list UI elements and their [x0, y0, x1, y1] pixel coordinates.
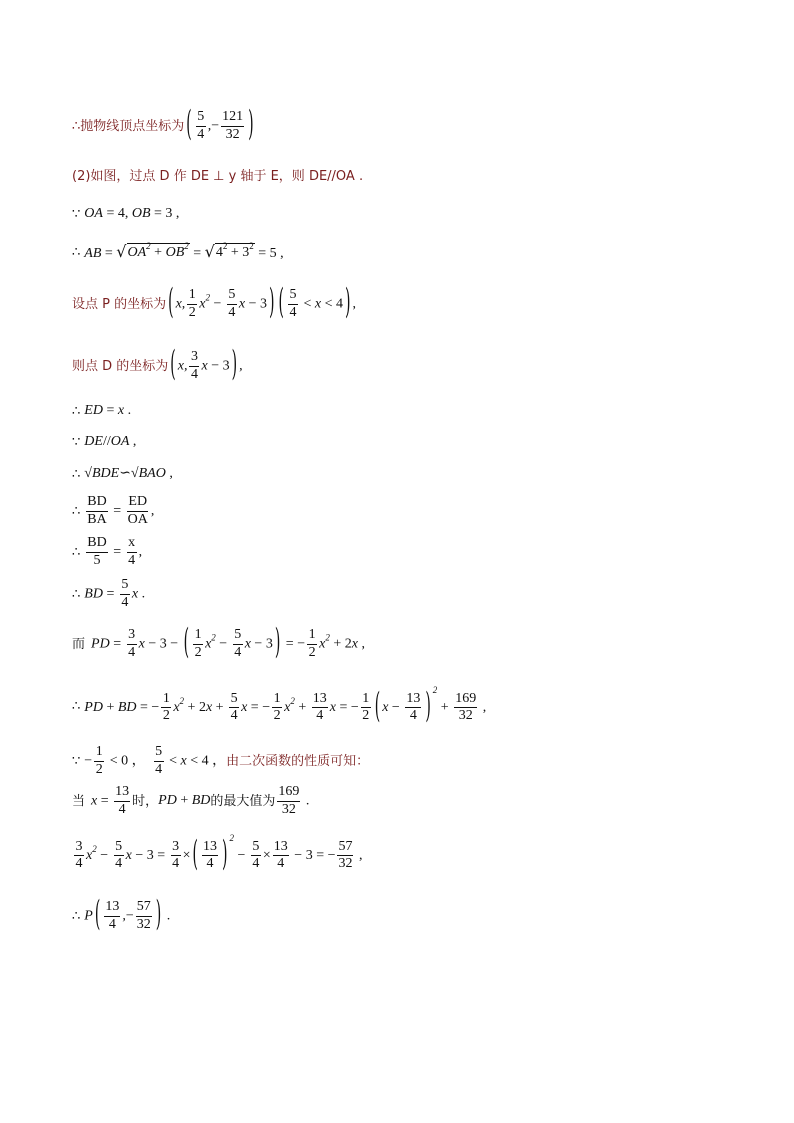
vertex-coordinate-line [72, 105, 256, 146]
point-p-formula: ( x, $\frac{1}{2}$ $x^2$ − $\frac{5}{4}$ x − 3 ) ( $\frac{5}{4}$ < x < 4 ) , [168, 283, 356, 324]
ed-line: ∴ ED = x . [72, 403, 132, 419]
parallel-formula: DE//OA , [84, 434, 137, 449]
maximum-x-formula: x = $\frac{13}{4}$ [91, 784, 130, 817]
part-two-text: (2)如图，过点 D 作 DE ⊥ y 轴于 E，则 DE//OA . [72, 169, 364, 184]
point-p-label: 设点 P 的坐标为 [72, 296, 167, 312]
vertex-label: ∴抛物线顶点坐标为 [72, 118, 185, 134]
bd-formula: BD = $\frac{5}{4}$ x . [84, 577, 146, 610]
point-d-label: 则点 D 的坐标为 [72, 358, 169, 374]
maximum-value-label: 的最大值为 [210, 793, 276, 809]
point-p-coordinate-line [72, 283, 356, 324]
maximum-value: $\frac{169}{32}$ . [278, 784, 310, 817]
ratio-line: ∴ $\frac{BD}{BA}$ = $\frac{ED}{OA}$ , [72, 494, 155, 527]
vertex-formula: ( $\frac{5}{4}$ ,− $\frac{121}{32}$ ) [186, 105, 254, 146]
condition-conclusion: 由二次函数的性质可知： [226, 753, 370, 769]
point-d-formula: ( x, $\frac{3}{4}$ x − 3 ) , [170, 345, 243, 386]
sum-formula: PD + BD = − $\frac{1}{2}$ $x^2 + 2x$ + $\frac{5}{4}$ x = − $\frac{1}{2}$ $x^2$ + $\frac{13}{4}$ x = − $\frac{1}{2}$ ( x − $\frac{13}{4}$ ) $^2$ + $\frac{169}{32}$ , [84, 685, 487, 727]
pd-formula: PD = $\frac{3}{4}$ x − 3 − ( $\frac{1}{2}$ $x^2$ − $\frac{5}{4}$ x − 3 ) = − $\frac{1}{2}$ $x^2 + 2x$ , [91, 623, 365, 664]
maximum-when: 当 [72, 793, 86, 809]
part-two-intro [72, 170, 363, 183]
bd-line: ∴ BD = $\frac{5}{4}$ x . [72, 577, 146, 610]
ab-length-line: ∴ AB = √ $OA^2 + OB^2$ = √ $4^2 + 3^2$ = 5 , [72, 241, 284, 261]
pd-line [72, 623, 365, 664]
ratio-substituted-formula: $\frac{BD}{5}$ = $\frac{x}{4}$ , [87, 535, 143, 568]
ratio-substituted-line: ∴ $\frac{BD}{5}$ = $\frac{x}{4}$ , [72, 535, 143, 568]
p-result-formula: P ( $\frac{13}{4}$ ,− $\frac{57}{32}$ ) . [84, 895, 171, 936]
sum-line: ∴ PD + BD = − $\frac{1}{2}$ $x^2 + 2x$ + $\frac{5}{4}$ x = − $\frac{1}{2}$ $x^2$ + $\frac{13}{4}$ x = − $\frac{1}{2}$ ( x − $\frac{13}{4}$ ) $^2$ + $\frac{169}{32}$ , [72, 685, 487, 727]
point-d-coordinate-line [72, 345, 243, 386]
maximum-time: 时， [132, 793, 159, 809]
similar-triangles-line: ∴ √BDE∽√BAO , [72, 466, 173, 482]
pd-prefix: 而 [72, 636, 86, 652]
given-lengths-formula: OA = 4, OB = 3 , [84, 206, 180, 221]
maximum-expr: PD + BD [158, 793, 211, 809]
p-result-line: ∴ P ( $\frac{13}{4}$ ,− $\frac{57}{32}$ ) . [72, 895, 171, 936]
ab-length-formula: AB = √ $OA^2 + OB^2$ = √ $4^2 + 3^2$ = 5 , [84, 241, 284, 261]
ratio-formula: $\frac{BD}{BA}$ = $\frac{ED}{OA}$ , [87, 494, 155, 527]
parallel-line: ∵ DE//OA , [72, 434, 137, 450]
p-y-computation-formula: $\frac{3}{4}$ $x^2$ − $\frac{5}{4}$ x − 3 = $\frac{3}{4}$ × ( $\frac{13}{4}$ ) $^2$ − $\frac{5}{4}$ × $\frac{13}{4}$ − 3 = − $\frac{57}{32}$ , [75, 833, 363, 875]
given-lengths-line: ∵ OA = 4, OB = 3 , [72, 206, 180, 222]
condition-line: ∵ − $\frac{1}{2}$ < 0 ， $\frac{5}{4}$ < x < 4 ， 由二次函数的性质可知： [72, 744, 370, 777]
p-y-computation-line [72, 833, 363, 875]
ed-formula: ED = x . [84, 403, 132, 418]
condition-formula: − $\frac{1}{2}$ < 0 ， $\frac{5}{4}$ < x < 4 ， [84, 744, 227, 777]
maximum-line [72, 785, 309, 817]
similar-triangles-formula: √BDE∽√BAO , [84, 466, 173, 481]
